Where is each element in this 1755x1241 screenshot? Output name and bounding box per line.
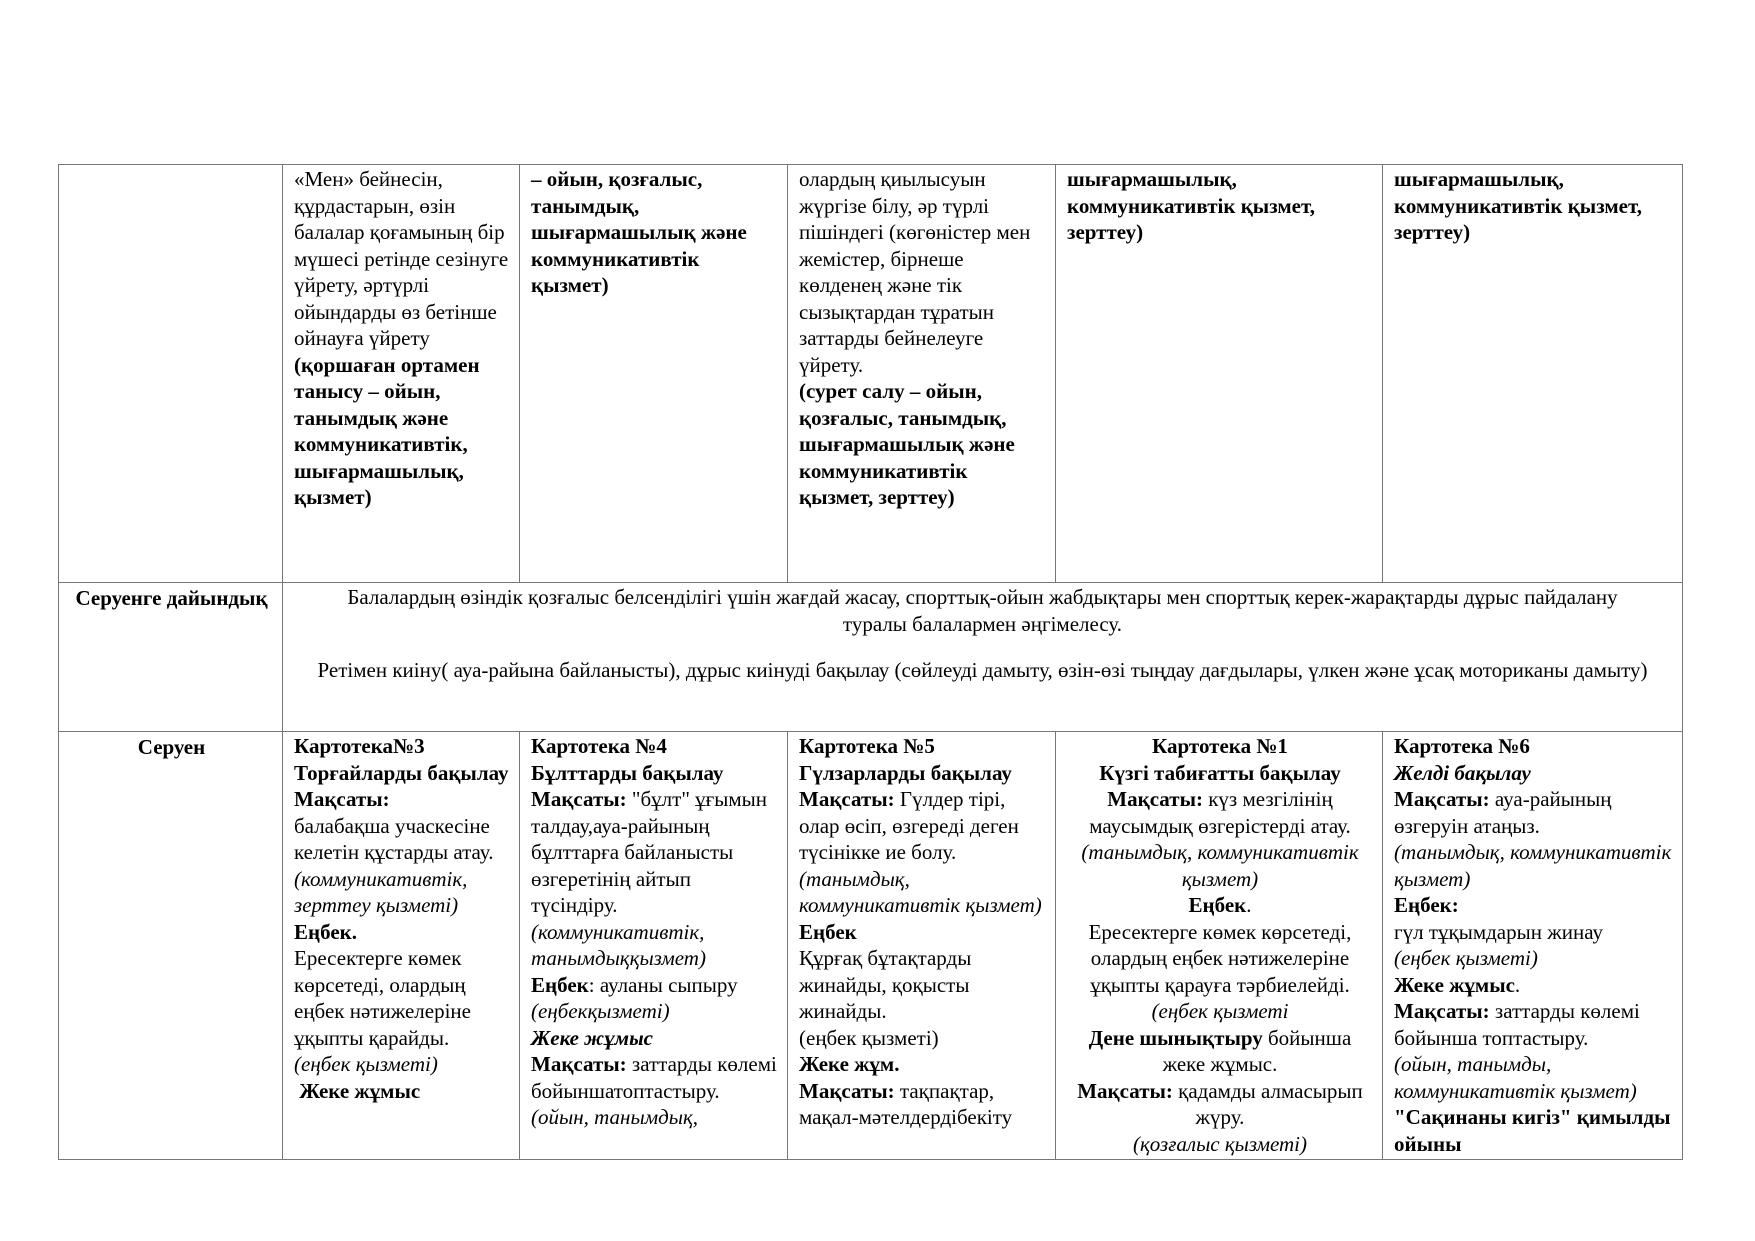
goal-text: Гүлдер тірі, олар өсіп, өзгереді деген түсінікке ие болу. — [799, 787, 1019, 864]
activity-type: шығармашылық, коммуникативтік қызмет, зерттеу) — [1394, 167, 1642, 244]
work-text: Ересектерге көмек көрсетеді, олардың еңбек нәтижелеріне ұқыпты қарауға тәрбиелейді. — [1088, 919, 1352, 997]
work-text: : ауланы сыпыру — [588, 972, 738, 997]
goal-label: Мақсаты: — [294, 787, 390, 811]
individual-work-line — [1394, 972, 1673, 999]
card-title: Торғайларды бақылау — [294, 760, 509, 785]
pe-goal-line — [1067, 1078, 1373, 1131]
plan-table — [58, 164, 1683, 1160]
individual-note: (ойын, танымдық, — [531, 1105, 699, 1129]
activity-text: олардың қиылысуын жүргізе білу, әр түрлі пішіндегі (көгөністер мен жемістер, бірнеше көлденең және тік сызықтардан тұратын заттарды бейнелеуге үйрету. — [799, 167, 1031, 377]
row-label-cell — [59, 165, 283, 583]
goal-note: (танымдық, коммуникативтік қызмет) — [1394, 840, 1672, 891]
goal-line — [1394, 786, 1673, 839]
walk-card-cell-1 — [283, 732, 520, 1160]
walk-prep-paragraph-1: Балалардың өзіндік қозғалыс белсенділігі үшін жағдай жасау, спорттық-ойын жабдықтары мен спорттық керек-жарақтарды дұрыс пайдалану туралы балалармен әңгімелесу. — [347, 585, 1618, 636]
card-title: Бұлттарды бақылау — [531, 760, 724, 785]
work-label: Еңбек — [799, 919, 857, 944]
work-note: (еңбекқызметі) — [531, 999, 670, 1023]
individual-goal-text: тақпақтар, мақал-мәтелдердібекіту — [799, 1078, 1013, 1129]
walk-prep-paragraph-2: Ретімен киіну( ауа-райына байланысты), дұрыс киінуді бақылау (сөйлеуді дамыту, өзін-өзі тыңдау дағдылары, үлкен және ұсақ моториканы дамыту) — [317, 658, 1648, 682]
work-note: (еңбек қызметі — [1151, 999, 1289, 1023]
goal-line — [1067, 786, 1373, 839]
goal-label: Мақсаты: — [1107, 787, 1203, 811]
goal-note: (танымдық, коммуникативтік қызмет) — [799, 866, 1042, 917]
pe-line — [1067, 1025, 1373, 1078]
walk-card-cell-4 — [1056, 732, 1383, 1160]
individual-goal-label: Мақсаты: — [1394, 999, 1490, 1023]
card-title: Желді бақылау — [1394, 760, 1531, 785]
goal-note: (коммуникативтік, зерттеу қызметі) — [294, 866, 468, 917]
activity-cell-2 — [520, 165, 788, 583]
work-label: Еңбек. — [294, 919, 357, 944]
pe-note: (қозғалыс қызметі) — [1132, 1131, 1308, 1156]
work-text: Ересектерге көмек көрсетеді, олардың еңбек нәтижелеріне ұқыпты қарайды. — [294, 946, 471, 1050]
goal-label: Мақсаты: — [1394, 787, 1490, 811]
table-row-walk — [59, 732, 1683, 1160]
pe-label: Дене шынықтыру — [1088, 1025, 1263, 1050]
activity-cell-3 — [788, 165, 1056, 583]
individual-work-label: Жеке жұм. — [799, 1052, 900, 1076]
work-label: Еңбек — [1188, 893, 1247, 917]
activity-cell-5 — [1383, 165, 1683, 583]
activity-type: – ойын, қозғалыс, танымдық, шығармашылық және коммуникативтік қызмет) — [531, 167, 747, 297]
walk-card-cell-3 — [788, 732, 1056, 1160]
work-note: (еңбек қызметі) — [799, 1025, 939, 1050]
card-title: Күзгі табиғатты бақылау — [1099, 760, 1341, 785]
activity-type: (қоршаған ортамен танысу – ойын, танымдық және коммуникативтік, шығармашылық, қызмет) — [294, 352, 480, 509]
card-number: Картотека №4 — [531, 734, 667, 758]
work-line — [531, 972, 778, 999]
card-number: Картотека №1 — [1152, 734, 1288, 758]
table-row-walk-prep — [59, 583, 1683, 732]
individual-goal-line — [531, 1051, 778, 1104]
goal-text: "бұлт" ұғымын талдау,ауа-райының бұлттарға байланысты өзгеретінің айтып түсіндіру. — [531, 787, 768, 917]
pe-goal-label: Мақсаты: — [1077, 1078, 1173, 1103]
goal-line — [531, 786, 778, 919]
walk-prep-cell — [283, 583, 1683, 732]
individual-work-label: Жеке жұмыс — [1394, 972, 1515, 997]
row-label-walk: Серуен — [137, 735, 206, 759]
goal-label: Мақсаты: — [531, 787, 627, 811]
work-label: Еңбек: — [1394, 893, 1459, 917]
individual-goal-label: Мақсаты: — [799, 1078, 895, 1103]
work-note: (еңбек қызметі) — [294, 1052, 438, 1076]
work-label: Еңбек — [531, 972, 589, 997]
work-dot: . — [1246, 893, 1252, 917]
row-label-cell — [59, 583, 283, 732]
individual-goal-label: Мақсаты: — [531, 1052, 627, 1076]
goal-text: күз мезгілінің маусымдық өзгерістерді атау. — [1089, 787, 1351, 838]
goal-note: (танымдық, коммуникативтік қызмет) — [1081, 840, 1359, 891]
game-title: "Сақинаны кигіз" қимылды ойыны — [1394, 1105, 1671, 1156]
walk-card-cell-5 — [1383, 732, 1683, 1160]
work-note: (еңбек қызметі) — [1394, 946, 1538, 970]
card-title: Гүлзарларды бақылау — [799, 760, 1012, 785]
goal-line — [799, 786, 1046, 866]
goal-text: ауа-райының өзгеруін атаңыз. — [1394, 787, 1612, 838]
card-number: Картотека №5 — [799, 734, 935, 758]
card-number: Картотека№3 — [294, 734, 425, 758]
activity-cell-4 — [1056, 165, 1383, 583]
row-label-cell — [59, 732, 283, 1160]
pe-text: бойынша жеке жұмыс. — [1162, 1025, 1352, 1076]
walk-card-cell-2 — [520, 732, 788, 1160]
activity-type: шығармашылық, коммуникативтік қызмет, зерттеу) — [1067, 167, 1315, 244]
individual-goal-text: заттарды көлемі бойынша топтастыру. — [1394, 999, 1640, 1050]
pe-goal-text: қадамды алмасырып жүру. — [1172, 1078, 1363, 1129]
individual-work-dot: . — [1514, 972, 1521, 997]
table-row-activities — [59, 165, 1683, 583]
work-line — [1067, 892, 1373, 919]
activity-text: «Мен» бейнесін, құрдастарын, өзін балалар қоғамының бір мүшесі ретінде сезінуге үйрету, әртүрлі ойындарды өз бетінше ойнауға үйрету — [294, 167, 509, 350]
work-text: гүл тұқымдарын жинау — [1394, 919, 1603, 944]
activity-cell-1 — [283, 165, 520, 583]
individual-note: (ойын, танымды, коммуникативтік қызмет) — [1394, 1052, 1637, 1103]
goal-label: Мақсаты: — [799, 787, 895, 811]
work-text: Құрғақ бұтақтарды жинайды, қоқысты жинайды. — [799, 946, 972, 1023]
row-label-walk-prep: Серуенге дайындық — [75, 586, 268, 610]
individual-goal-line — [1394, 998, 1673, 1051]
individual-goal-text: заттарды көлемі бойыншатоптастыру. — [531, 1052, 777, 1103]
activity-type: (сурет салу – ойын, қозғалыс, танымдық, шығармашылық және коммуникативтік қызмет, зерттеу) — [799, 379, 1015, 509]
individual-goal-line — [799, 1078, 1046, 1131]
goal-note: (коммуникативтік, танымдыққызмет) — [531, 919, 706, 970]
individual-work-label: Жеке жұмыс — [531, 1025, 653, 1050]
card-number: Картотека №6 — [1394, 734, 1530, 758]
individual-work-label: Жеке жұмыс — [294, 1078, 421, 1103]
goal-text: балабақша учаскесіне келетін құстарды атау. — [294, 813, 494, 864]
